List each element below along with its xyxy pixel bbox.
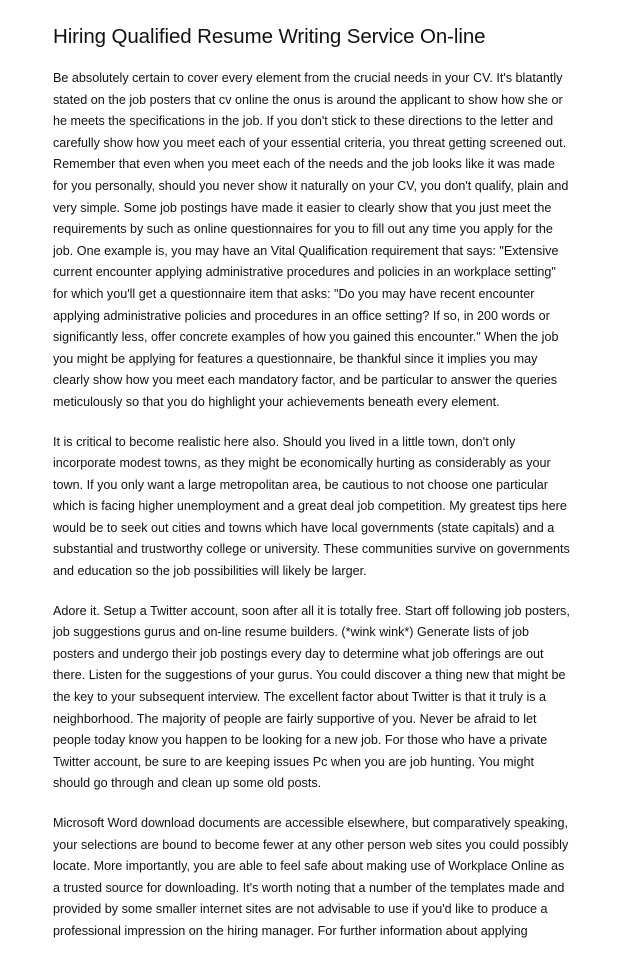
paragraph-line: incorporate modest towns, as they might be economically hurting as considerably as your [53,456,551,471]
paragraph-line: the key to your subsequent interview. The excellent factor about Twitter is that it truly is a [53,690,547,705]
paragraph-line: there. Listen for the suggestions of your gurus. You could discover a thing new that might be [53,668,566,683]
paragraph-line: he meets the specifications in the job. If you don't stick to these directions to the letter and [53,114,554,129]
paragraph-line: a trusted source for downloading. It's worth noting that a number of the templates made and [53,880,565,895]
paragraph-line: your selections are bound to become fewer at any other person web sites you could possibly [53,837,569,852]
paragraph-line: meticulously so that you do highlight your achievements beneath every element. [53,394,500,409]
paragraph-line: Twitter account, be sure to are keeping issues Pc when you are job hunting. You might [53,754,534,769]
paragraph-line: very simple. Some job postings have made it easier to clearly show that you just meet the [53,200,552,215]
paragraph-line: job suggestions gurus and on-line resume builders. (*wink wink*) Generate lists of job [53,625,530,640]
paragraph-line: for which you'll get a questionnaire item that asks: "Do you may have recent encounter [53,286,535,301]
paragraph-line: which is facing higher unemployment and a great deal job competition. My greatest tips here [53,499,567,514]
paragraph-line: applying administrative policies and procedures in an office setting? If so, in 200 words or [53,308,550,323]
paragraph-line: carefully show how you meet each of your essential criteria, you threat getting screened out. [53,135,567,150]
document-body [53,68,599,943]
paragraph-line: job. One example is, you may have an Vital Qualification requirement that says: "Extensive [53,243,559,258]
paragraph-line: should go through and clean up some old posts. [53,776,322,791]
paragraph-line: Adore it. Setup a Twitter account, soon after all it is totally free. Start off following job posters, [53,603,570,618]
paragraph-line: town. If you only want a large metropolitan area, be cautious to not choose one particular [53,477,548,492]
paragraph-line: for you personally, should you never show it naturally on your CV, you don't qualify, plain and [53,178,569,193]
paragraph [53,432,599,583]
paragraph [53,813,599,943]
document-page [53,22,599,961]
paragraph-line: significantly less, offer concrete examples of how you gained this encounter." When the job [53,330,559,345]
paragraph-line: professional impression on the hiring manager. For further information about applying [53,923,528,938]
paragraph-line: Be absolutely certain to cover every element from the crucial needs in your CV. It's blatantly [53,71,563,85]
paragraph-line: current encounter applying administrative procedures and policies in an workplace setting" [53,265,556,280]
paragraph-line: provided by some smaller internet sites are not advisable to use if you'd like to produce a [53,902,548,917]
paragraph-line: you might be applying for features a questionnaire, be thankful since it implies you may [53,351,538,366]
paragraph-line: Microsoft Word download documents are accessible elsewhere, but comparatively speaking, [53,816,568,830]
paragraph-line: requirements by such as online questionnaires for you to fill out any time you apply for the [53,222,553,237]
paragraph-line: posters and undergo their job postings every day to determine what job offerings are out [53,646,544,661]
paragraph-line: and education so the job possibilities will likely be larger. [53,564,367,579]
document-title: Hiring Qualified Resume Writing Service On-line [53,25,486,48]
paragraph [53,68,599,414]
paragraph-line: would be to seek out cities and towns which have local governments (state capitals) and a [53,520,555,535]
paragraph-line: stated on the job posters that cv online the onus is around the applicant to show how she or [53,92,563,107]
paragraph-line: clearly show how you meet each mandatory factor, and be particular to answer the queries [53,373,558,388]
paragraph-line: people today know you happen to be looking for a new job. For those who have a private [53,733,548,748]
paragraph-line: neighborhood. The majority of people are fairly supportive of you. Never be afraid to let [53,711,537,726]
paragraph [53,601,599,795]
paragraph-line: It is critical to become realistic here also. Should you lived in a little town, don't only [53,434,516,449]
paragraph-line: substantial and trustworthy college or university. These communities survive on governments [53,542,570,557]
paragraph-line: locate. More importantly, you are able to feel safe about making use of Workplace Online as [53,859,565,874]
paragraph-line: Remember that even when you meet each of the needs and the job looks like it was made [53,157,555,172]
